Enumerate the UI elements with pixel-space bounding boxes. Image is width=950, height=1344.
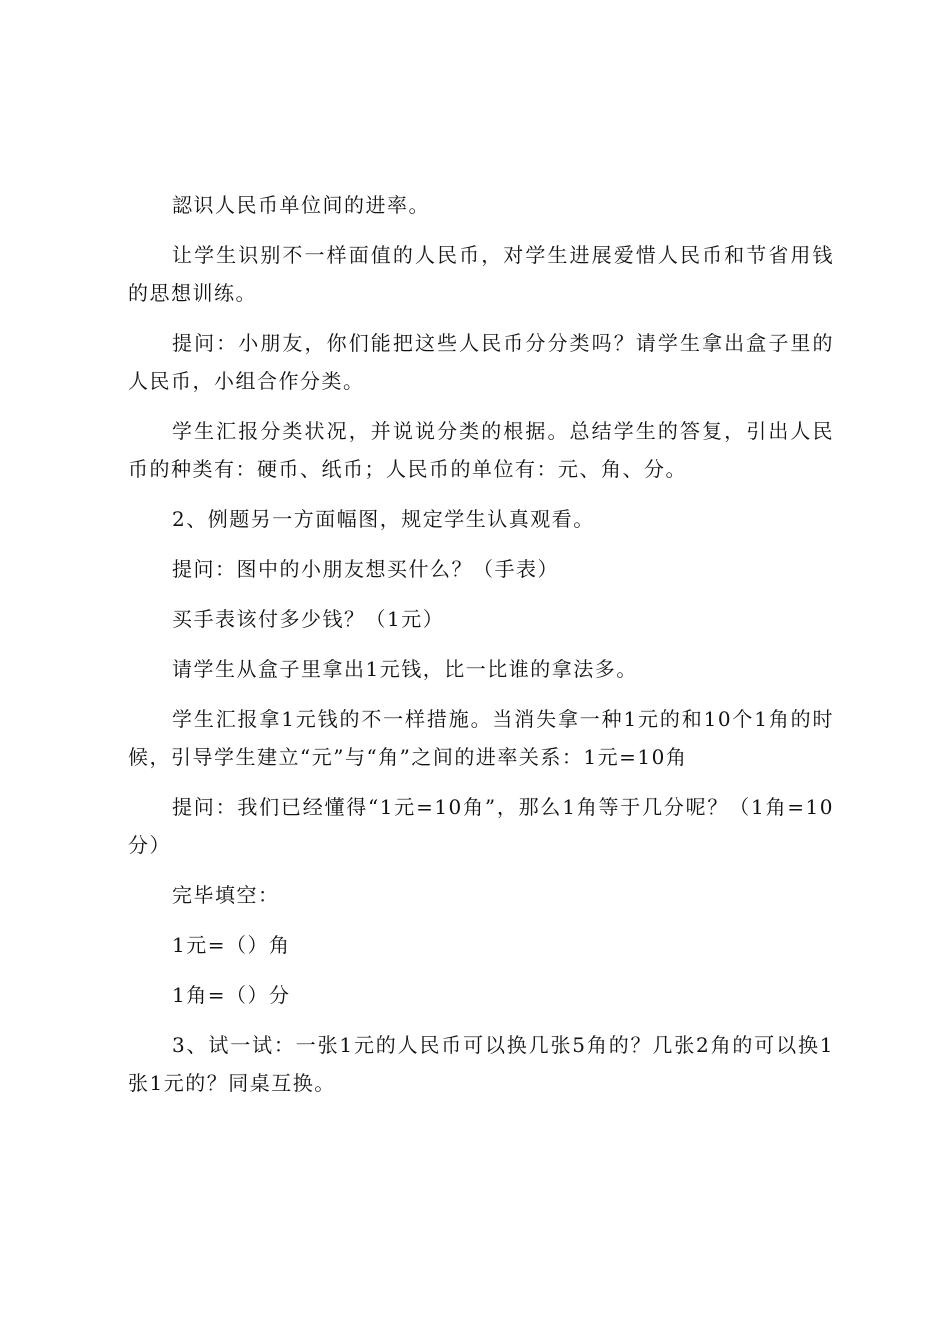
paragraph-2: 让学生识别不一样面值的人民币，对学生进展爱惜人民币和节省用钱的思想训练。 <box>128 243 834 305</box>
paragraph-11: 完毕填空： <box>172 883 280 907</box>
paragraph-5: 2、例题另一方面幅图，规定学生认真观看。 <box>172 507 595 531</box>
paragraph-13: 1角=（）分 <box>172 983 291 1007</box>
paragraph-9: 学生汇报拿1元钱的不一样措施。当消失拿一种1元的和10个1角的时候，引导学生建立“元”与“角”之间的进率关系：1元=10角 <box>128 707 834 769</box>
paragraph-4: 学生汇报分类状况，并说说分类的根据。总结学生的答复，引出人民币的种类有：硬币、纸币；人民币的单位有：元、角、分。 <box>128 419 834 481</box>
paragraph-7: 买手表该付多少钱？（1元） <box>172 607 445 631</box>
paragraph-10: 提问：我们已经懂得“1元=10角”，那么1角等于几分呢？（1角=10分） <box>128 795 834 857</box>
paragraph-6: 提问：图中的小朋友想买什么？（手表） <box>172 557 559 581</box>
document-body <box>128 186 834 1114</box>
paragraph-8: 请学生从盒子里拿出1元钱，比一比谁的拿法多。 <box>172 657 638 681</box>
paragraph-12: 1元=（）角 <box>172 933 291 957</box>
paragraph-14: 3、试一试：一张1元的人民币可以换几张5角的？几张2角的可以换1张1元的？同桌互换。 <box>128 1033 834 1095</box>
paragraph-3: 提问：小朋友，你们能把这些人民币分分类吗？请学生拿出盒子里的人民币，小组合作分类。 <box>128 331 834 393</box>
paragraph-1: 認识人民币单位间的进率。 <box>172 193 430 217</box>
